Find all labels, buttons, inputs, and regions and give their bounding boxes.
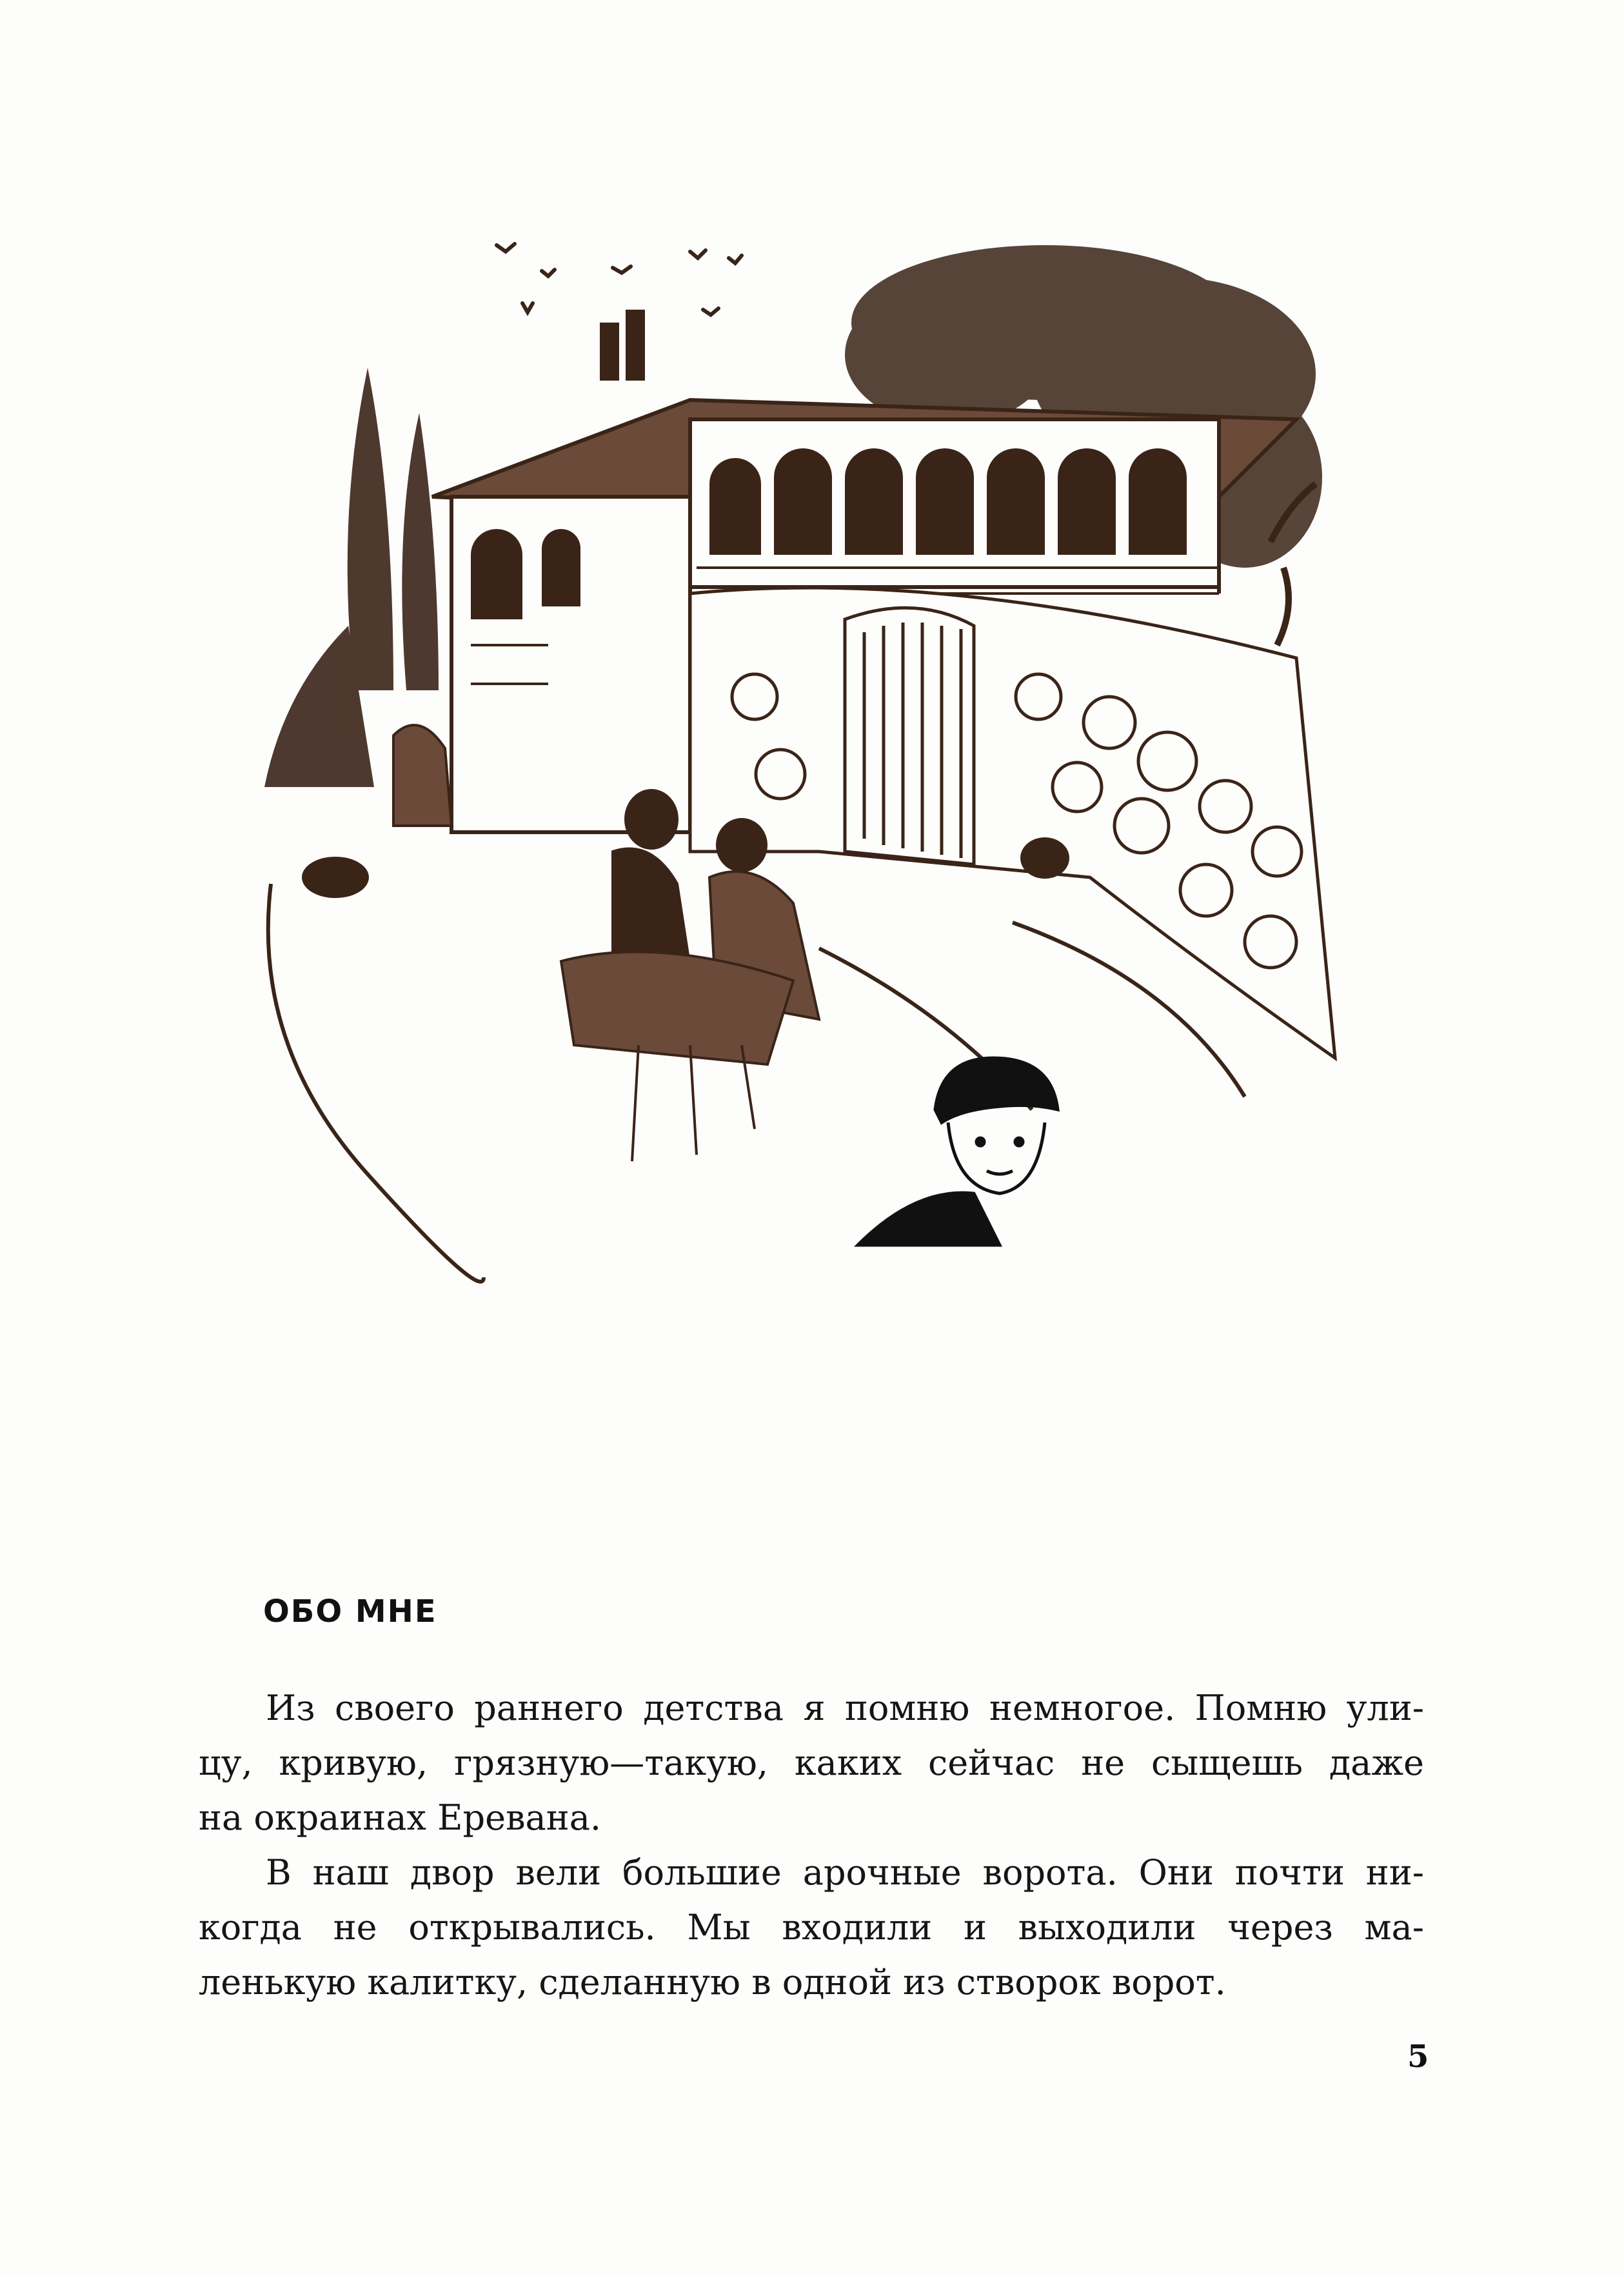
gate	[845, 608, 974, 864]
boy-portrait	[858, 1058, 1058, 1245]
text-line: на окраинах Еревана.	[199, 1797, 602, 1838]
text-line: В наш двор вели большие арочные ворота. Они почти ни-	[266, 1852, 1424, 1893]
house-street-illustration	[239, 206, 1400, 1432]
text-line: когда не открывались. Мы входили и выходили через ма-	[199, 1907, 1424, 1948]
birds	[497, 244, 742, 315]
chapter-body	[199, 1681, 1424, 2010]
paragraph-1	[199, 1681, 1424, 1845]
paragraph-2	[199, 1845, 1424, 2010]
text-line: ленькую калитку, сделанную в одной из створок ворот.	[199, 1962, 1226, 2002]
illustration-drawing	[239, 206, 1400, 1432]
page-number: 5	[1407, 2039, 1429, 2075]
text-line: Из своего раннего детства я помню немногое. Помню ули-	[266, 1688, 1424, 1728]
child-near-wall	[1020, 837, 1069, 879]
chapter-title: ОБО МНЕ	[263, 1593, 437, 1630]
text-line: цу, кривую, грязную—такую, каких сейчас не сыщешь даже	[199, 1742, 1424, 1783]
